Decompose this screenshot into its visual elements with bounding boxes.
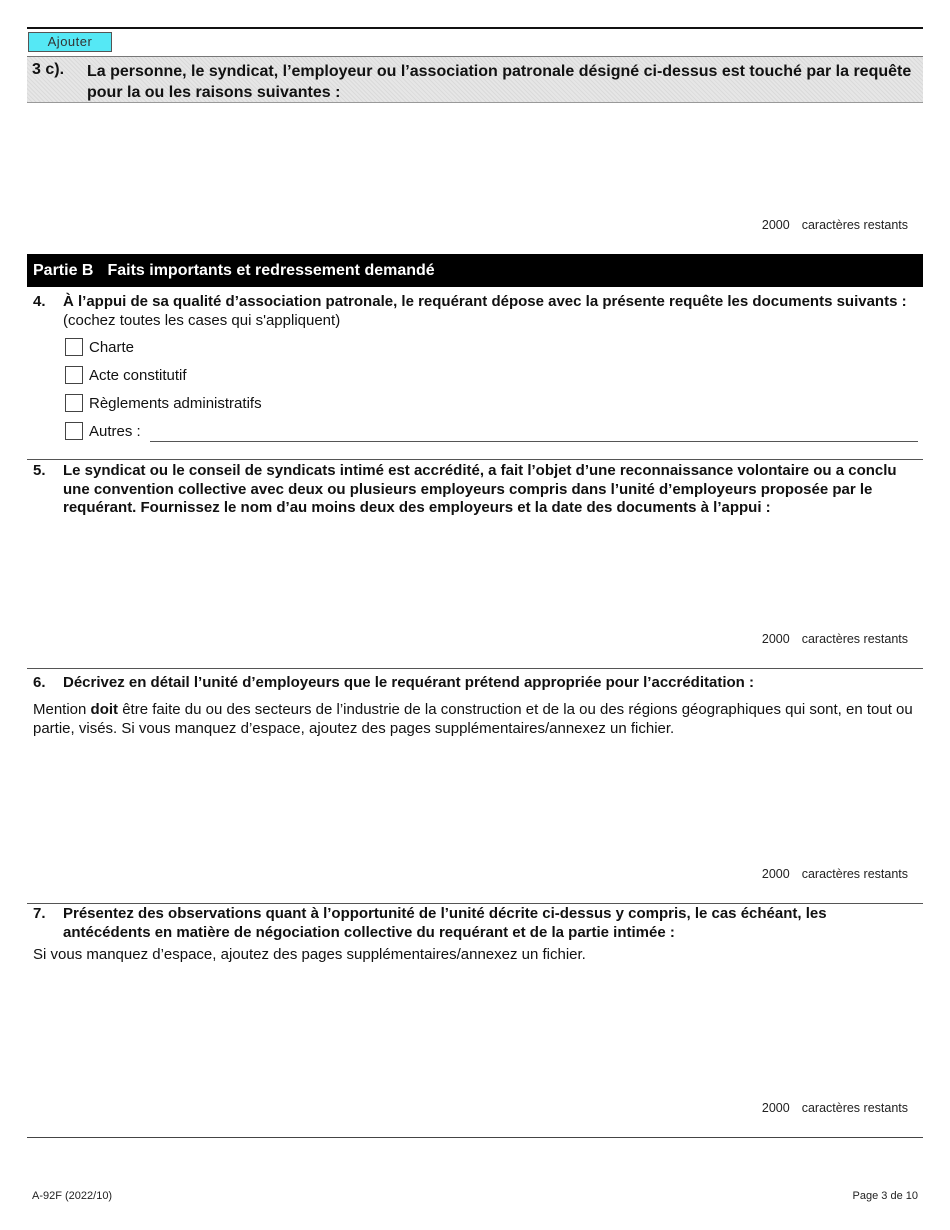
question-7-instructions: Si vous manquez d’espace, ajoutez des pages supplémentaires/annexez un fichier. [33, 946, 586, 963]
char-count: 2000 [761, 1101, 790, 1115]
divider [27, 459, 923, 460]
top-rule [27, 27, 923, 29]
question-7-textarea[interactable] [28, 970, 922, 1095]
instr-before: Mention [33, 701, 91, 718]
divider [27, 668, 923, 669]
option-label: Charte [89, 338, 135, 356]
question-3c-char-counter [762, 218, 908, 232]
part-b-header [27, 254, 923, 287]
question-3c-text: La personne, le syndicat, l’employeur ou l’association patronale désigné ci-dessus est touché par la requête pour la ou les raisons suivantes : [87, 63, 912, 101]
instr-bold: doit [90, 701, 119, 718]
question-6-text: Décrivez en détail l’unité d’employeurs que le requérant prétend appropriée pour l’accréditation : [63, 674, 754, 691]
part-b-title: Faits importants et redressement demandé [107, 262, 435, 279]
add-button[interactable]: Ajouter [28, 32, 112, 52]
char-count-label: caractères restants [801, 1101, 908, 1115]
question-4-number: 4. [33, 293, 46, 310]
question-7-number: 7. [33, 905, 46, 922]
part-b-label: Partie B [33, 262, 94, 279]
question-4-text [63, 293, 913, 330]
checkbox-autres[interactable] [65, 422, 83, 440]
question-6-char-counter [762, 867, 908, 881]
char-count-label: caractères restants [801, 218, 908, 232]
divider [27, 903, 923, 904]
option-label: Règlements administratifs [89, 394, 262, 412]
option-acte-constitutif [65, 365, 187, 385]
question-5-text: Le syndicat ou le conseil de syndicats intimé est accrédité, a fait l’objet d’une reconnaissance volontaire ou a conclu une convention collective avec deux ou plusieurs employeurs compris dans l’unité d’employeurs proposée par le requérant. Fournissez le nom d’au moins deux des employeurs et la date des documents à l’appui : [63, 462, 897, 516]
question-5-textarea[interactable] [28, 522, 922, 627]
question-4-text-hint: (cochez toutes les cases qui s'appliquent) [63, 311, 341, 329]
question-5-char-counter [762, 632, 908, 646]
option-charte [65, 337, 134, 357]
question-4-text-bold: À l’appui de sa qualité d’association patronale, le requérant dépose avec la présente requête les documents suivants : [63, 293, 907, 310]
bottom-rule [27, 1137, 923, 1138]
instr-after: être faite du ou des secteurs de l’industrie de la construction et de la ou des régions géographiques qui sont, en tout ou partie, visés. Si vous manquez d’espace, ajoutez des pages supplémentaires/annexez un fichier. [33, 701, 913, 737]
page-number: Page 3 de 10 [852, 1190, 918, 1202]
question-6-number: 6. [33, 674, 46, 691]
option-label: Autres : [89, 422, 141, 440]
checkbox-acte-constitutif[interactable] [65, 366, 83, 384]
char-count: 2000 [761, 867, 790, 881]
autres-input[interactable] [150, 441, 918, 442]
checkbox-reglements[interactable] [65, 394, 83, 412]
char-count: 2000 [761, 632, 790, 646]
char-count: 2000 [761, 218, 790, 232]
question-3c-number: 3 c). [32, 61, 65, 78]
char-count-label: caractères restants [801, 632, 908, 646]
question-5-number: 5. [33, 462, 46, 479]
form-id: A-92F (2022/10) [32, 1190, 113, 1202]
question-6-instructions [33, 700, 913, 738]
question-7-text: Présentez des observations quant à l’opportunité de l’unité décrite ci-dessus y compris, le cas échéant, les antécédents en matière de négociation collective du requérant et de la partie intimée : [63, 905, 827, 941]
checkbox-charte[interactable] [65, 338, 83, 356]
option-label: Acte constitutif [89, 366, 187, 384]
question-6-textarea[interactable] [28, 745, 922, 860]
option-autres [65, 421, 141, 441]
option-reglements [65, 393, 262, 413]
char-count-label: caractères restants [801, 867, 908, 881]
question-7-char-counter [762, 1101, 908, 1115]
question-3c-textarea[interactable] [28, 106, 922, 211]
